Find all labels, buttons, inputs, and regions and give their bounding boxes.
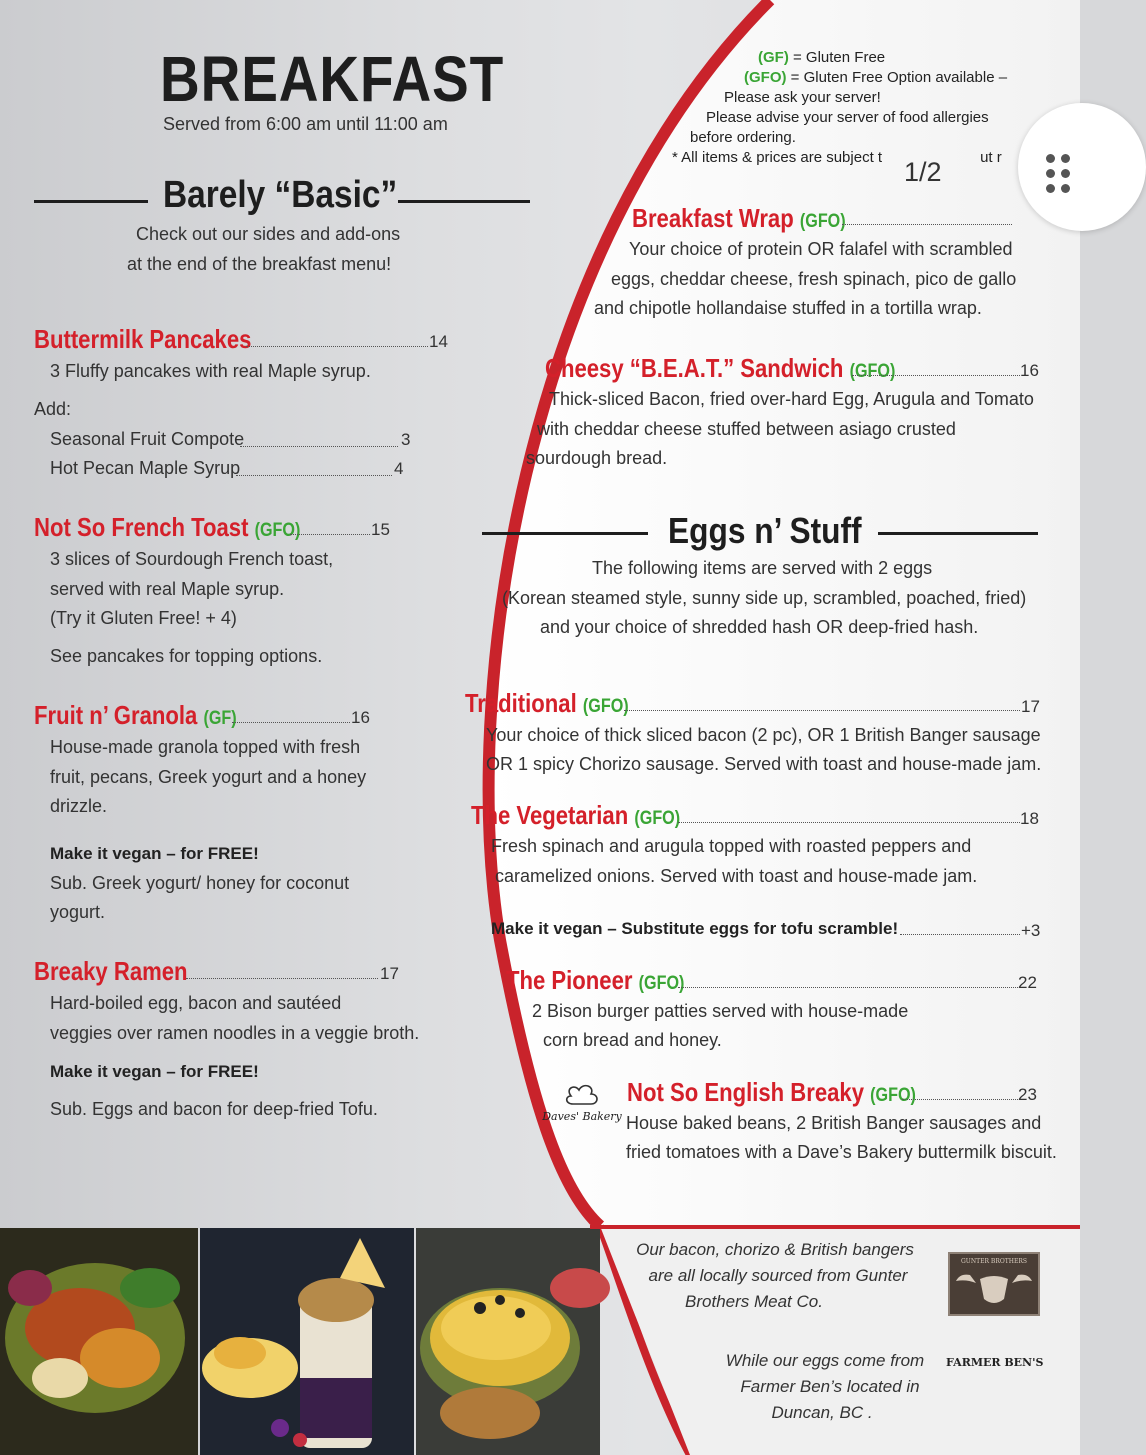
item-name: Cheesy “B.E.A.T.” Sandwich (545, 353, 844, 383)
vegan-desc: Sub. Eggs and bacon for deep-fried Tofu. (50, 1099, 378, 1119)
item-name: The Pioneer (506, 965, 633, 995)
leader-dots (852, 375, 1020, 376)
divider (398, 200, 530, 203)
divider (34, 200, 148, 203)
item-desc: with cheddar cheese stuffed between asiago crusted (537, 419, 956, 439)
legend-gfo (690, 68, 1010, 88)
item-desc: fruit, pecans, Greek yogurt and a honey (50, 767, 367, 787)
item-desc: 3 slices of Sourdough French toast, (50, 549, 334, 569)
addon-price: 4 (394, 459, 404, 478)
item-desc: served with real Maple syrup. (50, 579, 285, 599)
divider (878, 532, 1038, 535)
daves-logo-text: Daves' Bakery (542, 1110, 622, 1123)
item-price: 17 (380, 964, 399, 983)
section-note: and your choice of shredded hash OR deep-fried hash. (540, 617, 979, 637)
item-desc: Fresh spinach and arugula topped with roasted peppers and (491, 836, 972, 856)
item-price: 16 (351, 708, 370, 727)
footer-divider (590, 1225, 1080, 1229)
page-indicator: 1/2 (904, 157, 942, 187)
leader-dots (624, 710, 1020, 711)
gf-code: (GF) (758, 49, 789, 66)
gfo-tag: (GFO) (254, 520, 301, 541)
legend (672, 48, 1010, 168)
item-desc: caramelized onions. Served with toast and house-made jam. (495, 866, 978, 886)
gfo-tag: (GFO) (638, 973, 685, 994)
leader-dots (900, 934, 1020, 935)
item-name: Breakfast Wrap (632, 203, 794, 233)
addon-name: Hot Pecan Maple Syrup (50, 458, 241, 478)
vegan-price: +3 (1021, 921, 1041, 940)
gfo-tag: (GFO) (849, 361, 896, 382)
leader-dots (678, 822, 1020, 823)
divider (482, 532, 648, 535)
leader-dots (290, 534, 370, 535)
item-name: The Vegetarian (471, 800, 629, 830)
leader-dots (246, 346, 428, 347)
item-desc: Hard-boiled egg, bacon and sautéed (50, 993, 342, 1013)
item-desc: 3 Fluffy pancakes with real Maple syrup. (50, 361, 371, 381)
section-note: at the end of the breakfast menu! (127, 254, 392, 274)
section-title-eggs: Eggs n’ Stuff (668, 510, 862, 551)
leader-dots (236, 475, 392, 476)
item-name-french-toast (34, 512, 300, 543)
footer-line: While our eggs come from (725, 1351, 925, 1370)
leader-dots (678, 987, 1018, 988)
footer-line: Duncan, BC . (771, 1403, 873, 1422)
item-name: Not So English Breaky (627, 1077, 865, 1107)
meat-sourcing-note (620, 1237, 930, 1315)
item-price: 22 (1018, 973, 1037, 992)
footer-line: Our bacon, chorizo & British bangers (636, 1240, 914, 1259)
vegan-note: Make it vegan – for FREE! (50, 1062, 259, 1081)
item-desc: and chipotle hollandaise stuffed in a tortilla wrap. (594, 298, 982, 318)
item-desc: House baked beans, 2 British Banger sausages and (626, 1113, 1042, 1133)
item-note: See pancakes for topping options. (50, 646, 323, 666)
item-name-wrap (632, 203, 846, 234)
legend-line: Please advise your server of food allergies (706, 109, 989, 126)
item-name-pancakes: Buttermilk Pancakes (34, 324, 252, 354)
item-price: 15 (371, 520, 390, 539)
item-name-granola (34, 700, 237, 731)
item-name: Not So French Toast (34, 512, 249, 542)
leader-dots (186, 978, 378, 979)
gfo-tag: (GFO) (582, 696, 629, 717)
gfo-code: (GFO) (744, 69, 787, 86)
item-desc: fried tomatoes with a Dave’s Bakery buttermilk biscuit. (626, 1142, 1057, 1162)
bull-icon (950, 1265, 1038, 1309)
item-name: Fruit n’ Granola (34, 700, 198, 730)
leader-dots (240, 446, 398, 447)
item-desc: veggies over ramen noodles in a veggie broth. (50, 1023, 420, 1043)
footer-line: are all locally sourced from Gunter (648, 1266, 908, 1285)
item-price: 14 (429, 332, 448, 351)
photo-salad (5, 1263, 185, 1413)
item-price: 23 (1018, 1085, 1037, 1104)
item-desc: OR 1 spicy Chorizo sausage. Served with toast and house-made jam. (486, 754, 1042, 774)
gfo-text: = Gluten Free Option available – (786, 69, 1008, 86)
item-desc: 2 Bison burger patties served with house-made (532, 1001, 909, 1021)
footer-line: Farmer Ben’s located in (740, 1377, 920, 1396)
item-desc: corn bread and honey. (543, 1030, 722, 1050)
leader-dots (232, 722, 350, 723)
legend-line: Please ask your server! (724, 89, 881, 106)
item-desc: sourdough bread. (526, 448, 668, 468)
section-note: The following items are served with 2 eggs (592, 558, 933, 578)
item-price: 16 (1020, 361, 1039, 380)
gunter-logo-text: GUNTER BROTHERS (961, 1258, 1027, 1265)
item-price: 18 (1020, 809, 1039, 828)
addon-name: Seasonal Fruit Compote (50, 429, 245, 449)
section-note: (Korean steamed style, sunny side up, scrambled, poached, fried) (502, 588, 1027, 608)
item-desc: Your choice of thick sliced bacon (2 pc), OR 1 British Banger sausage (486, 725, 1041, 745)
gfo-tag: (GFO) (870, 1085, 916, 1106)
legend-line-text: * All items & prices are subject t (672, 149, 883, 166)
legend-line: before ordering. (690, 129, 796, 146)
item-name-traditional (465, 688, 629, 719)
item-desc: Your choice of protein OR falafel with scrambled (629, 239, 1013, 259)
page-indicator-bubble[interactable] (1018, 103, 1146, 231)
served-hours: Served from 6:00 am until 11:00 am (163, 114, 448, 134)
footer-line: Brothers Meat Co. (685, 1292, 823, 1311)
item-name-ramen: Breaky Ramen (34, 956, 188, 986)
vegan-note: Make it vegan – Substitute eggs for tofu scramble! (491, 919, 899, 938)
item-name-vegetarian (471, 800, 680, 831)
item-name: Traditional (465, 688, 577, 718)
item-name-pioneer (506, 965, 684, 996)
gfo-tag: (GFO) (799, 211, 846, 232)
leader-dots (842, 224, 1012, 225)
food-photos (0, 1228, 600, 1455)
item-desc: Thick-sliced Bacon, fried over-hard Egg, Arugula and Tomato (549, 389, 1034, 409)
item-name-beat (545, 353, 895, 384)
eggs-sourcing-note (700, 1348, 960, 1426)
add-label: Add: (34, 399, 72, 419)
section-title-basic: Barely “Basic” (163, 174, 398, 216)
addon-price: 3 (401, 430, 411, 449)
page-title: BREAKFAST (160, 43, 505, 115)
daves-bakery-logo (542, 1082, 622, 1140)
item-desc: House-made granola topped with fresh (50, 737, 361, 757)
legend-line-text: ut r (980, 149, 1002, 166)
item-name-english (627, 1077, 916, 1108)
gunter-brothers-logo (948, 1252, 1040, 1316)
section-note: Check out our sides and add-ons (136, 224, 401, 244)
item-desc: eggs, cheddar cheese, fresh spinach, pico de gallo (611, 269, 1017, 289)
gf-tag: (GF) (203, 708, 237, 729)
item-desc: (Try it Gluten Free! + 4) (50, 608, 237, 628)
gfo-tag: (GFO) (634, 808, 681, 829)
farmer-bens-logo: FARMER BEN'S (946, 1356, 1044, 1369)
leader-dots (902, 1099, 1018, 1100)
more-options-icon[interactable] (1044, 152, 1074, 194)
gf-text: = Gluten Free (788, 49, 886, 66)
item-desc: drizzle. (50, 796, 108, 816)
vegan-desc: yogurt. (50, 902, 106, 922)
legend-gf (690, 48, 1010, 68)
legend-line (672, 148, 1010, 168)
item-price: 17 (1021, 697, 1040, 716)
vegan-desc: Sub. Greek yogurt/ honey for coconut (50, 873, 350, 893)
vegan-note: Make it vegan – for FREE! (50, 844, 259, 863)
